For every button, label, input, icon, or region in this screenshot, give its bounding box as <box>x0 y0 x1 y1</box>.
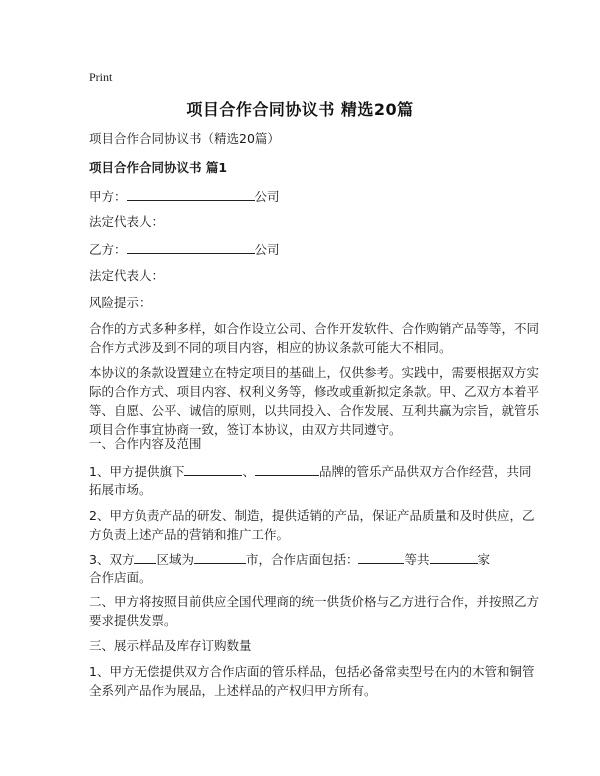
risk-heading: 风险提示： <box>89 295 152 310</box>
risk-para2-line4: 项目合作事宜协商一致，签订本协议，由双方共同遵守。 <box>89 422 402 437</box>
section2-line2: 要求提供发票。 <box>89 613 177 628</box>
risk-para2-line1: 本协议的条款设置建立在特定项目的基础上，仅供参考。实践中，需要根据双方实 <box>89 365 540 380</box>
section1-item1-prefix: 1、甲方提供旗下 <box>89 464 185 479</box>
city-blank <box>194 549 246 564</box>
section3-heading: 三、展示样品及库存订购数量 <box>89 638 252 653</box>
party-a-representative: 法定代表人： <box>89 214 165 229</box>
section1-item3-unit: 家 <box>477 552 491 567</box>
risk-para1-line2: 合作方式涉及到不同的项目内容，相应的协议条款可能大不相同。 <box>89 340 452 355</box>
party-b-blank <box>127 239 255 254</box>
section1-item3-region: 区域为 <box>156 552 194 567</box>
party-a-blank <box>127 186 255 201</box>
section1-item1-line2: 拓展市场。 <box>89 482 152 497</box>
section1-item1-suffix: 品牌的管乐产品供双方合作经营，共同 <box>318 464 532 479</box>
party-a-suffix: 公司 <box>254 189 280 204</box>
section1-item3-etc: 等共 <box>404 552 430 567</box>
party-b-suffix: 公司 <box>254 242 280 257</box>
count-blank <box>430 549 478 564</box>
store-blank <box>358 549 404 564</box>
section1-item3-prefix: 3、双方 <box>89 552 135 567</box>
section3-item1-line2: 全系列产品作为展品，上述样品的产权归甲方所有。 <box>89 683 377 698</box>
party-b-line <box>89 239 519 260</box>
document-title: 项目合作合同协议书 精选20篇 <box>186 100 414 119</box>
brand-blank-2 <box>255 461 319 476</box>
print-label[interactable]: Print <box>89 70 113 84</box>
party-a-label: 甲方： <box>89 189 127 204</box>
section1-item2-line1: 2、甲方负责产品的研发、制造，提供适销的产品，保证产品质量和及时供应，乙 <box>89 508 535 523</box>
risk-para2-line2: 际的合作方式、项目内容、权利义务等，修改或重新拟定条款。甲、乙双方本着平 <box>89 384 540 399</box>
party-a-line <box>89 186 519 207</box>
party-b-label: 乙方： <box>89 242 127 257</box>
section1-item1-line1 <box>89 461 532 482</box>
document-subtitle: 项目合作合同协议书（精选20篇） <box>89 131 280 146</box>
section-heading: 项目合作合同协议书 篇1 <box>89 160 228 175</box>
section2-line1: 二、甲方将按照目前供应全国代理商的统一供货价格与乙方进行合作，并按照乙方 <box>89 594 540 609</box>
section1-item3-city: 市，合作店面包括： <box>245 552 359 567</box>
brand-blank-1 <box>184 461 242 476</box>
section1-item3-line1 <box>89 549 519 570</box>
section1-item1-sep: 、 <box>242 464 255 479</box>
risk-para2-line3: 等、自愿、公平、诚信的原则，以共同投入、合作发展、互利共赢为宗旨，就管乐 <box>89 403 540 418</box>
section1-item2-line2: 方负责上述产品的营销和推广工作。 <box>89 527 290 542</box>
region-blank <box>134 549 156 564</box>
risk-para1-line1: 合作的方式多种多样，如合作设立公司、合作开发软件、合作购销产品等等，不同 <box>89 321 540 336</box>
section1-heading: 一、合作内容及范围 <box>89 436 202 451</box>
section1-item3-line2: 合作店面。 <box>89 570 152 585</box>
party-b-representative: 法定代表人： <box>89 268 165 283</box>
section3-item1-line1: 1、甲方无偿提供双方合作店面的管乐样品，包括必备常卖型号在内的木管和铜管 <box>89 664 535 679</box>
